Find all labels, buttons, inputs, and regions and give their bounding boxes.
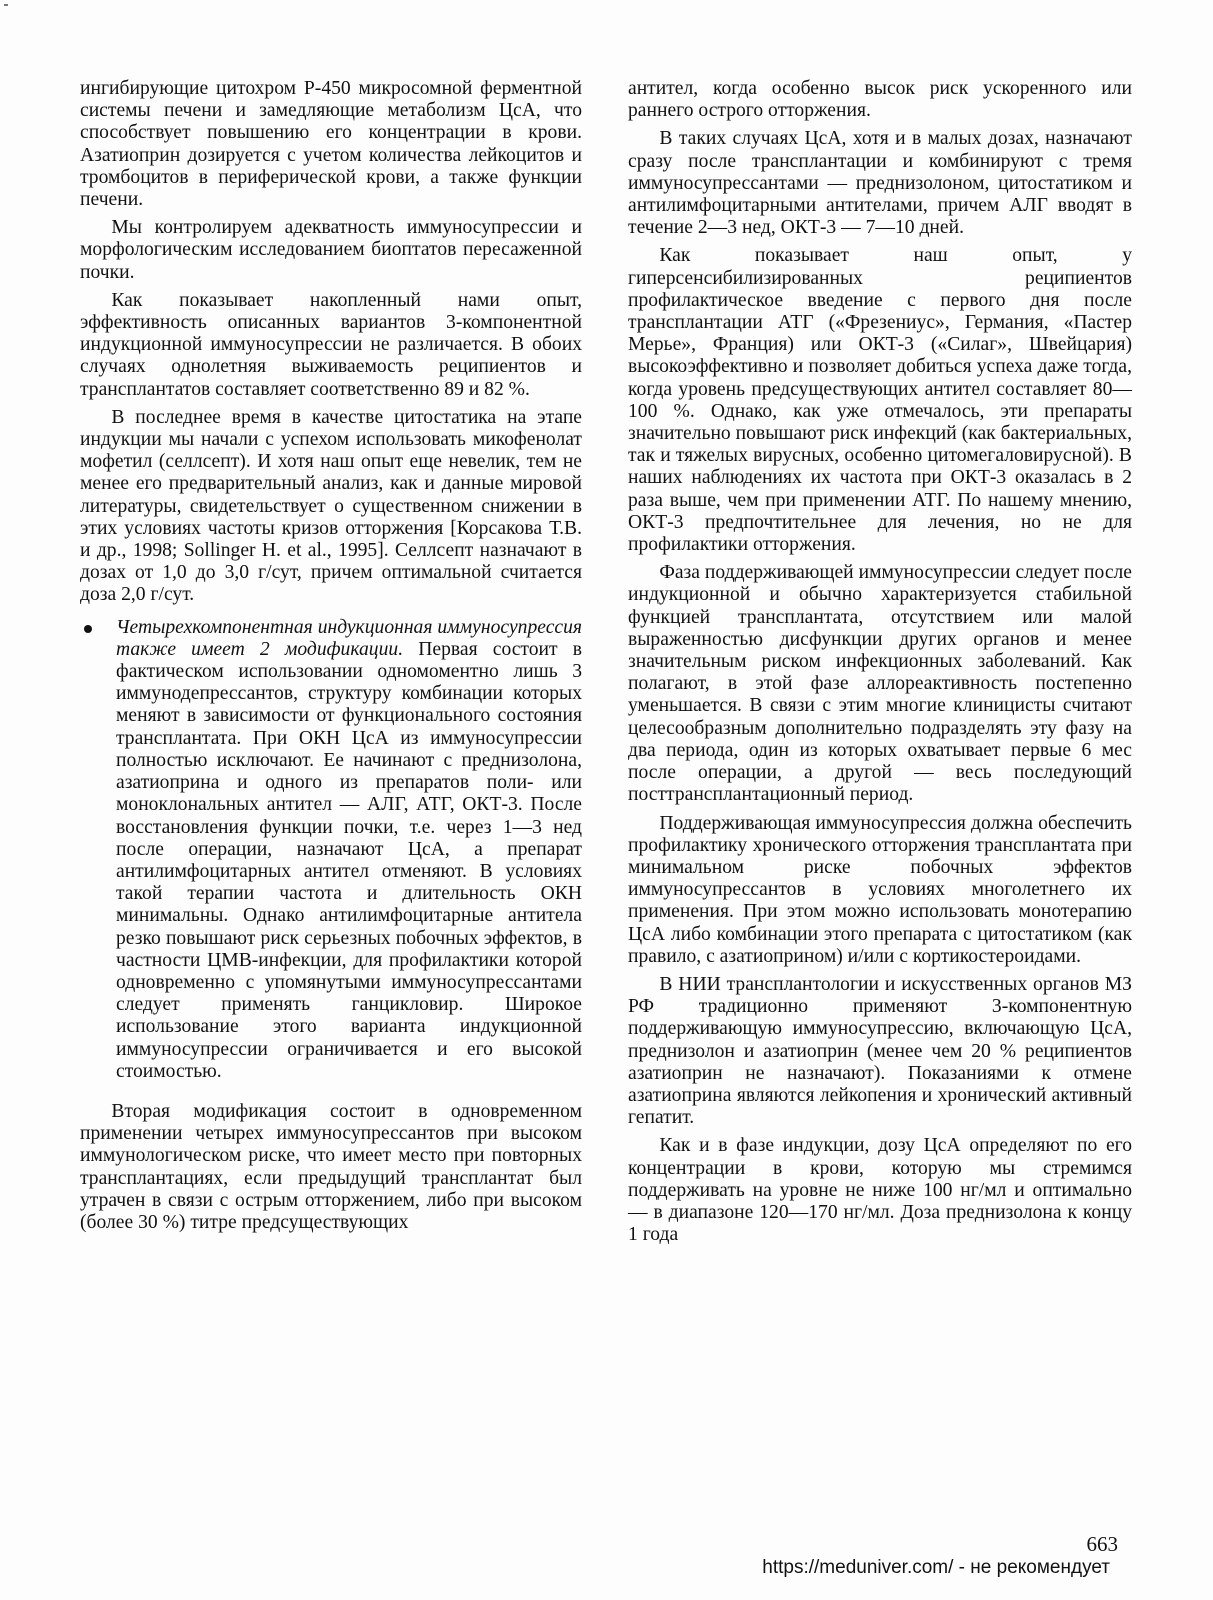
paragraph: Мы контролируем адекватность иммуносупрессии и морфологическим исследованием биоптатов пересаженной почки. <box>80 217 582 283</box>
right-column <box>628 78 1132 1246</box>
bullet-lead-italic: Четырехкомпонентная индукционная иммуносупрессия также имеет 2 модификации. <box>116 616 582 660</box>
bullet-body: Первая состоит в фактическом использовании одномоментно лишь 3 иммунодепрессантов, структуру комбинации которых меняют в зависимости от функционального состояния трансплантата. При ОКН ЦсА из иммуносупрессии полностью исключают. Ее начинают с преднизолона, азатиоприна и одного из препаратов поли- или моноклональных антител — АЛГ, АТГ, ОКТ-3. После восстановления функции почки, т.е. через 1—3 нед после операции, назначают ЦсА, а препарат антилимфоцитарных антител отменяют. В условиях такой терапии частота и длительность ОКН минимальны. Однако антилимфоцитарные антитела резко повышают риск серьезных побочных эффектов, в частности ЦМВ-инфекции, для профилактики которой одновременно с упомянутыми иммуносупрессантами следует применять ганцикловир. Широкое использование этого варианта индукционной иммуносупрессии ограничивается и его высокой стоимостью. <box>116 638 582 1082</box>
watermark-text: https://meduniver.com/ - не рекомендует <box>762 1557 1110 1578</box>
paragraph: Как показывает наш опыт, у гиперсенсибилизированных реципиентов профилактическое введение с первого дня после трансплантации АТГ («Фрезениус», Германия, «Пастер Мерье», Франция) или ОКТ-3 («Силаг», Швейцария) высокоэффективно и позволяет добиться успеха даже тогда, когда уровень предсуществующих антител составляет 80—100 %. Однако, как уже отмечалось, эти препараты значительно повышают риск инфекций (как бактериальных, так и тяжелых вирусных, особенно цитомегаловирусной). В наших наблюдениях их частота при ОКТ-3 оказалась в 2 раза выше, чем при применении АТГ. По нашему мнению, ОКТ-3 предпочтительнее для лечения, но не для профилактики отторжения. <box>628 245 1132 556</box>
paragraph: Вторая модификация состоит в одновременном применении четырех иммуносупрессантов при высоком иммунологическом риске, что имеет место при повторных трансплантациях, если предыдущий трансплантат был утрачен в связи с острым отторжением, либо при высоком (более 30 %) титре предсуществующих <box>80 1100 582 1233</box>
paragraph: Как и в фазе индукции, дозу ЦсА определяют по его концентрации в крови, которую мы стремимся поддерживать на уровне не ниже 100 нг/мл и оптимально — в диапазоне 120—170 нг/мл. Доза преднизолона к концу 1 года <box>628 1135 1132 1246</box>
paragraph: Фаза поддерживающей иммуносупрессии следует после индукционной и обычно характеризуется стабильной функцией трансплантата, отсутствием или малой выраженностью дисфункции других органов и менее значительным риском инфекционных заболеваний. Как полагают, в этой фазе аллореактивность постепенно уменьшается. В связи с этим многие клиницисты считают целесообразным дополнительно подразделять эту фазу на два периода, один из которых охватывает первые 6 мес после операции, а другой — весь последующий посттрансплантационный период. <box>628 562 1132 806</box>
bullet-icon <box>84 625 92 633</box>
bullet-paragraph <box>116 617 582 1083</box>
scan-artifact <box>4 4 8 6</box>
page-number: 663 <box>1086 1532 1118 1556</box>
bullet-item <box>80 617 582 1083</box>
paragraph: антител, когда особенно высок риск ускоренного или раннего острого отторжения. <box>628 78 1132 122</box>
paragraph: Поддерживающая иммуносупрессия должна обеспечить профилактику хронического отторжения трансплантата при минимальном риске побочных эффектов иммуносупрессантов в условиях многолетнего их применения. При этом можно использовать монотерапию ЦсА либо комбинации этого препарата с цитостатиком (как правило, с азатиоприном) и/или с кортикостероидами. <box>628 812 1132 967</box>
paragraph: В таких случаях ЦсА, хотя и в малых дозах, назначают сразу после трансплантации и комбинируют с тремя иммуносупрессантами — преднизолоном, цитостатиком и антилимфоцитарными антителами, причем АЛГ вводят в течение 2—3 нед, ОКТ-3 — 7—10 дней. <box>628 128 1132 239</box>
paragraph: ингибирующие цитохром Р-450 микросомной ферментной системы печени и замедляющие метаболизм ЦсА, что способствует повышению его концентрации в крови. Азатиоприн дозируется с учетом количества лейкоцитов и тромбоцитов в периферической крови, а также функции печени. <box>80 78 582 211</box>
paragraph: В последнее время в качестве цитостатика на этапе индукции мы начали с успехом использовать микофенолат мофетил (селлсепт). И хотя наш опыт еще невелик, тем не менее его предварительный анализ, как и данные мировой литературы, свидетельствует о существенном снижении в этих условиях частоты кризов отторжения [Корсакова Т.В. и др., 1998; Sollinger H. et al., 1995]. Селлсепт назначают в дозах от 1,0 до 3,0 г/сут, причем оптимальной считается доза 2,0 г/сут. <box>80 406 582 606</box>
left-column <box>80 78 582 1234</box>
paragraph: В НИИ трансплантологии и искусственных органов МЗ РФ традиционно применяют 3-компонентную поддерживающую иммуносупрессию, включающую ЦсА, преднизолон и азатиоприн (менее чем 20 % реципиентов азатиоприн не назначают). Показаниями к отмене азатиоприна являются лейкопения и хронический активный гепатит. <box>628 973 1132 1129</box>
paragraph: Как показывает накопленный нами опыт, эффективность описанных вариантов 3-компонентной индукционной иммуносупрессии не различается. В обоих случаях однолетняя выживаемость реципиентов и трансплантатов составляет соответственно 89 и 82 %. <box>80 289 582 400</box>
